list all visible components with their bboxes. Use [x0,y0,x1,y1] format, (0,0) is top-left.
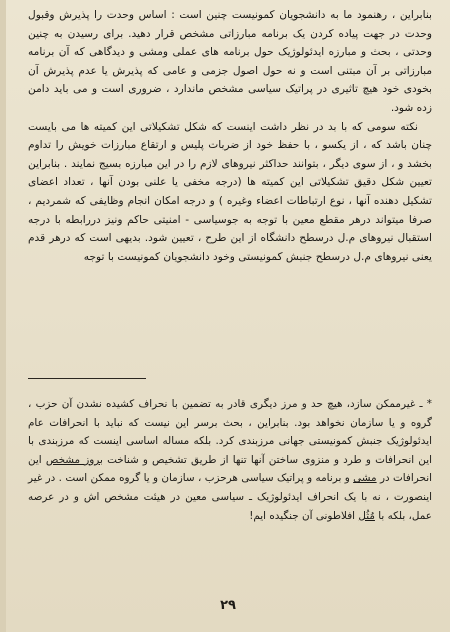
paragraph-1: بنابراین ، رهنمود ما به دانشجویان کمونیست چنین است : اساس وحدت را پذیرش وقبول وحدت در جهت پیاده کردن یک برنامه مبارزاتی مشخص قرار دهید. برای رسیدن به چنین وحدتی ، بحث و مبارزه ایدئولوژیک حول برنامه های عملی ومشی و دیدگاهی که آن برنامه مبارزاتی بر آن مبتنی است و نه حول اصول جزمی و عامی که پذیرش یا عدم پذیرش آن بخودی خود هیچ تاثیری در پراتیک سیاسی مشخص ماندارد ، ضروری است و می باید دامن زده شود. [28,9,432,114]
main-text [28,6,432,266]
footnote-text-2: این انحرافات در [28,453,432,485]
footnote-underline-3: مُثُل [358,509,375,522]
footnote-text-1: * ـ غیرممکن سازد، هیچ حد و مرز دیگری قادر به تضمین با نحراف کشیده نشدن آن حزب ، گروه و یا سازمان نخواهد بود. بنابراین ، بحث برسر این نیست که نباید با انحرافات عام ایدئولوژیک جنبش کمونیستی جهانی مرزبندی کرد. بلکه مساله اساسی اینست که مرزبندی با این انحرافات و طرد و منزوی ساختن آنها تنها از طریق تشخیص و شناخت [28,398,432,466]
paragraph-2-text: نکته سومی که با بد در نظر داشت اینست که شکل تشکیلاتی این کمیته ها می بایست چنان باشد که ، از یکسو ، با حفظ خود از ضربات پلیس و ارتقاع مبارزات خویش را تداوم بخشد و ، از سوی دیگر ، بتوانند حداکثر نیروهای لازم را در این مبارزه بسیج نمایند . بنابراین تعیین شکل دقیق تشکیلاتی این کمیته ها (درجه مخفی یا علنی بودن آنها ، تعداد اعضای تشکیل دهنده آنها ، نوع ارتباطات اعضاء وغیره ) و درجه امکان انجام وظایفی که شمردیم ، صرفا میتواند درهر مقطع معین با توجه به جوسیاسی - امنیتی حاکم ونیز دررابطه با درجه استقبال نیروهای م.ل درسطح دانشگاه از این طرح ، تعیین شود. بدیهی است که درهر قدم یعنی نیروهای م.ل درسطح جنبش کمونیستی وخود دانشجویان کمونیست با توجه [28,120,432,263]
page-number: ۲۹ [220,598,236,613]
footnote [28,395,432,525]
footnote-text-4: افلاطونی آن جنگیده ایم! [249,509,359,522]
footnote-underline-1: بروز مشخص [45,453,103,466]
footnote-text-3: و برنامه و پراتیک سیاسی هرحزب ، سازمان و یا گروه ممکن است . در غیر اینصورت ، نه با یک انحراف ایدئولوژیک ـ سیاسی معین در هیئت مشخص اش و در عرصه عمل، بلکه با [28,472,432,522]
footnote-divider [28,378,146,379]
paragraph-2 [28,118,432,267]
footnote-paragraph [28,395,432,525]
footnote-underline-2: مشی [353,472,377,485]
